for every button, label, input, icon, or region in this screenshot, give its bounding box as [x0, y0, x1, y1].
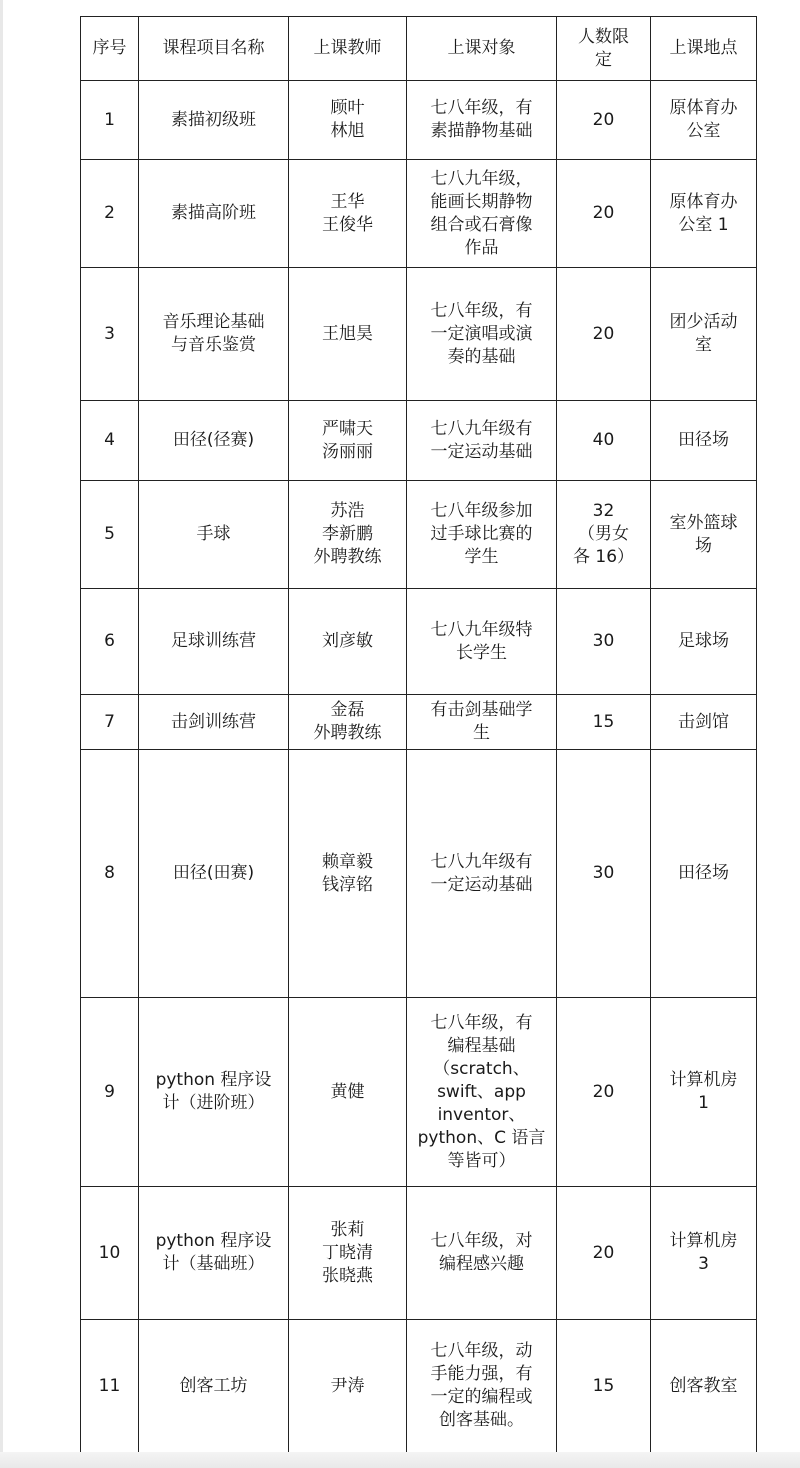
row-target: 七八年级，对 编程感兴趣 [407, 1187, 557, 1320]
row-course: python 程序设 计（进阶班） [139, 998, 289, 1187]
row-teacher: 苏浩 李新鹏 外聘教练 [289, 481, 407, 589]
row-teacher: 王华 王俊华 [289, 160, 407, 268]
row-course: 足球训练营 [139, 589, 289, 695]
header-target: 上课对象 [407, 17, 557, 81]
row-place: 室外篮球 场 [651, 481, 757, 589]
row-teacher: 刘彦敏 [289, 589, 407, 695]
row-course: 田径(径赛) [139, 401, 289, 481]
row-limit: 30 [557, 750, 651, 998]
table-row [81, 695, 757, 750]
row-no: 6 [81, 589, 139, 695]
row-no: 5 [81, 481, 139, 589]
row-place: 计算机房 3 [651, 1187, 757, 1320]
table-row [81, 268, 757, 401]
row-target: 有击剑基础学 生 [407, 695, 557, 750]
row-limit: 20 [557, 160, 651, 268]
row-limit: 15 [557, 1320, 651, 1453]
row-teacher: 金磊 外聘教练 [289, 695, 407, 750]
row-limit: 20 [557, 998, 651, 1187]
table-row [81, 401, 757, 481]
row-place: 原体育办 公室 1 [651, 160, 757, 268]
row-place: 原体育办 公室 [651, 81, 757, 160]
row-course: python 程序设 计（基础班） [139, 1187, 289, 1320]
row-target: 七八年级参加 过手球比赛的 学生 [407, 481, 557, 589]
row-limit: 32 （男女 各 16） [557, 481, 651, 589]
row-no: 1 [81, 81, 139, 160]
table-row [81, 589, 757, 695]
row-limit: 20 [557, 1187, 651, 1320]
row-teacher: 黄健 [289, 998, 407, 1187]
row-target: 七八九年级特 长学生 [407, 589, 557, 695]
row-no: 7 [81, 695, 139, 750]
row-course: 击剑训练营 [139, 695, 289, 750]
row-place: 田径场 [651, 401, 757, 481]
header-place: 上课地点 [651, 17, 757, 81]
row-limit: 20 [557, 81, 651, 160]
row-course: 创客工坊 [139, 1320, 289, 1453]
table-row [81, 1187, 757, 1320]
table-row [81, 481, 757, 589]
table-row [81, 81, 757, 160]
row-teacher: 顾叶 林旭 [289, 81, 407, 160]
header-limit: 人数限 定 [557, 17, 651, 81]
row-teacher: 王旭昊 [289, 268, 407, 401]
row-limit: 20 [557, 268, 651, 401]
row-target: 七八九年级有 一定运动基础 [407, 750, 557, 998]
row-teacher: 尹涛 [289, 1320, 407, 1453]
row-target: 七八九年级， 能画长期静物 组合或石膏像 作品 [407, 160, 557, 268]
row-course: 音乐理论基础 与音乐鉴赏 [139, 268, 289, 401]
row-place: 足球场 [651, 589, 757, 695]
row-place: 创客教室 [651, 1320, 757, 1453]
row-place: 计算机房 1 [651, 998, 757, 1187]
row-no: 4 [81, 401, 139, 481]
scan-bottom-edge [0, 1452, 800, 1468]
row-no: 10 [81, 1187, 139, 1320]
row-course: 素描高阶班 [139, 160, 289, 268]
header-course: 课程项目名称 [139, 17, 289, 81]
table-row [81, 160, 757, 268]
row-target: 七八年级，动 手能力强，有 一定的编程或 创客基础。 [407, 1320, 557, 1453]
table-row [81, 998, 757, 1187]
header-no: 序号 [81, 17, 139, 81]
row-limit: 40 [557, 401, 651, 481]
course-table [80, 16, 757, 1453]
header-teacher: 上课教师 [289, 17, 407, 81]
scan-edge [0, 0, 3, 1468]
row-place: 团少活动 室 [651, 268, 757, 401]
row-no: 11 [81, 1320, 139, 1453]
row-no: 8 [81, 750, 139, 998]
row-target: 七八九年级有 一定运动基础 [407, 401, 557, 481]
row-limit: 30 [557, 589, 651, 695]
row-teacher: 赖章毅 钱淳铭 [289, 750, 407, 998]
table-row [81, 1320, 757, 1453]
row-no: 3 [81, 268, 139, 401]
row-limit: 15 [557, 695, 651, 750]
row-course: 田径(田赛) [139, 750, 289, 998]
row-place: 田径场 [651, 750, 757, 998]
row-no: 9 [81, 998, 139, 1187]
row-course: 手球 [139, 481, 289, 589]
table-row [81, 750, 757, 998]
row-course: 素描初级班 [139, 81, 289, 160]
row-teacher: 张莉 丁晓清 张晓燕 [289, 1187, 407, 1320]
row-target: 七八年级，有 编程基础 （scratch、 swift、app inventor、 python、C 语言 等皆可） [407, 998, 557, 1187]
header-row [81, 17, 757, 81]
row-place: 击剑馆 [651, 695, 757, 750]
row-target: 七八年级，有 素描静物基础 [407, 81, 557, 160]
row-no: 2 [81, 160, 139, 268]
row-teacher: 严啸天 汤丽丽 [289, 401, 407, 481]
row-target: 七八年级，有 一定演唱或演 奏的基础 [407, 268, 557, 401]
